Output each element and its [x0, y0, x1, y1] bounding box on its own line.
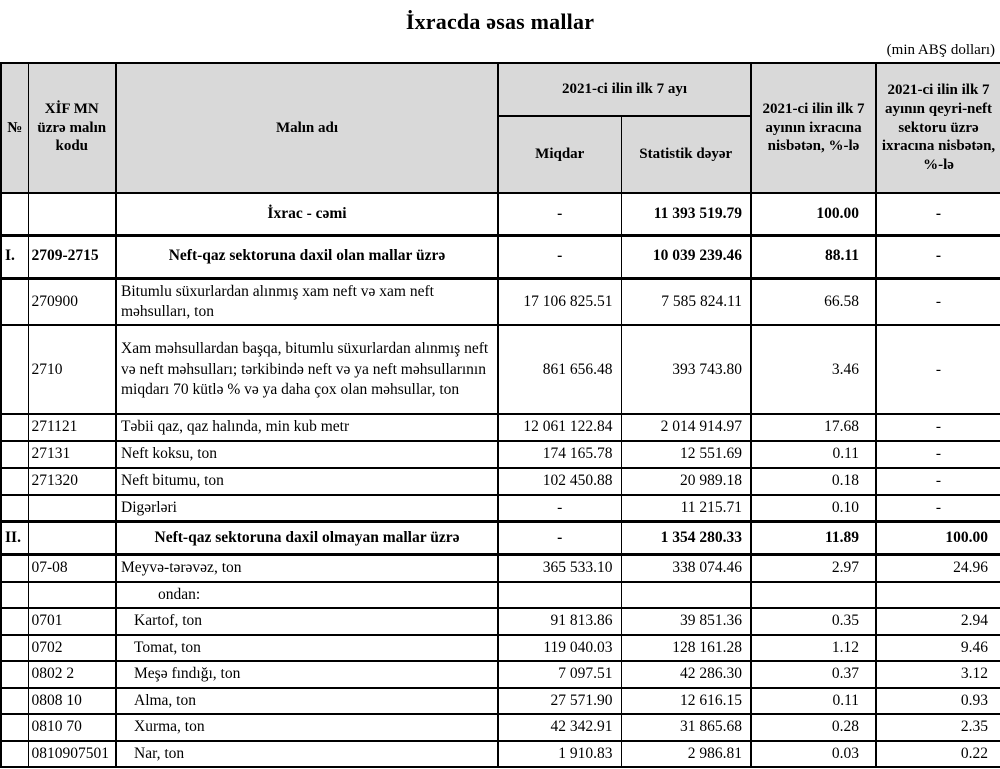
cell-name: ondan:: [116, 582, 498, 608]
cell-code: [28, 582, 116, 608]
cell-code: [28, 522, 116, 555]
col-header-share-nonoil: 2021-ci ilin ilk 7 ayının qeyri-neft sektoru üzrə ixracına nisbətən, %-lə: [876, 63, 1000, 193]
table-row: [1, 608, 1000, 634]
cell-num: [1, 608, 28, 634]
cell-num: [1, 414, 28, 440]
table-header: [1, 63, 1000, 193]
table-row: [1, 635, 1000, 661]
col-header-quantity: Miqdar: [498, 116, 621, 193]
cell-share-total: 0.11: [751, 441, 876, 468]
cell-stat-value: 1 354 280.33: [621, 522, 751, 555]
cell-num: [1, 661, 28, 687]
cell-quantity: 91 813.86: [498, 608, 621, 634]
cell-num: [1, 441, 28, 468]
cell-name: Meyvə-tərəvəz, ton: [116, 555, 498, 582]
cell-name: Meşə fındığı, ton: [116, 661, 498, 687]
cell-num: [1, 278, 28, 325]
cell-share-nonoil: 0.22: [876, 741, 1000, 767]
cell-share-total: 0.18: [751, 468, 876, 495]
cell-num: [1, 325, 28, 414]
header-row-1: [1, 63, 1000, 116]
cell-share-nonoil: -: [876, 441, 1000, 468]
cell-share-total: [751, 582, 876, 608]
cell-share-total: 88.11: [751, 235, 876, 278]
cell-code: 0702: [28, 635, 116, 661]
cell-share-total: 0.35: [751, 608, 876, 634]
cell-quantity: 42 342.91: [498, 714, 621, 740]
cell-name: Kartof, ton: [116, 608, 498, 634]
cell-share-nonoil: [876, 582, 1000, 608]
cell-stat-value: 20 989.18: [621, 468, 751, 495]
cell-code: 270900: [28, 278, 116, 325]
cell-share-nonoil: -: [876, 235, 1000, 278]
cell-quantity: -: [498, 495, 621, 522]
page-title: İxracda əsas mallar: [405, 9, 595, 34]
cell-name: Alma, ton: [116, 688, 498, 714]
cell-name: Xurma, ton: [116, 714, 498, 740]
cell-num: [1, 582, 28, 608]
cell-code: 0701: [28, 608, 116, 634]
cell-quantity: 174 165.78: [498, 441, 621, 468]
cell-num: [1, 555, 28, 582]
table-row: [1, 522, 1000, 555]
cell-stat-value: 42 286.30: [621, 661, 751, 687]
cell-quantity: 12 061 122.84: [498, 414, 621, 440]
cell-share-total: 2.97: [751, 555, 876, 582]
cell-share-nonoil: -: [876, 414, 1000, 440]
col-header-code: XİF MN üzrə malın kodu: [28, 63, 116, 193]
cell-share-total: 11.89: [751, 522, 876, 555]
cell-share-nonoil: 3.12: [876, 661, 1000, 687]
cell-stat-value: 2 014 914.97: [621, 414, 751, 440]
table-row: [1, 468, 1000, 495]
cell-num: [1, 193, 28, 235]
cell-quantity: -: [498, 193, 621, 235]
cell-stat-value: 11 215.71: [621, 495, 751, 522]
cell-num: [1, 468, 28, 495]
cell-share-total: 0.37: [751, 661, 876, 687]
cell-quantity: 102 450.88: [498, 468, 621, 495]
cell-name: Neft bitumu, ton: [116, 468, 498, 495]
col-header-num: №: [1, 63, 28, 193]
table-row: [1, 582, 1000, 608]
cell-stat-value: 10 039 239.46: [621, 235, 751, 278]
cell-share-nonoil: 0.93: [876, 688, 1000, 714]
cell-share-nonoil: -: [876, 193, 1000, 235]
cell-stat-value: 128 161.28: [621, 635, 751, 661]
table-row: [1, 741, 1000, 767]
table-row: [1, 325, 1000, 414]
cell-stat-value: 393 743.80: [621, 325, 751, 414]
cell-share-total: 66.58: [751, 278, 876, 325]
cell-share-total: 1.12: [751, 635, 876, 661]
table-row: [1, 555, 1000, 582]
cell-share-total: 17.68: [751, 414, 876, 440]
cell-num: I.: [1, 235, 28, 278]
cell-num: [1, 688, 28, 714]
cell-share-nonoil: 24.96: [876, 555, 1000, 582]
table-row: [1, 661, 1000, 687]
page: [0, 9, 1000, 768]
table-row: [1, 278, 1000, 325]
cell-share-total: 0.03: [751, 741, 876, 767]
cell-code: 2710: [28, 325, 116, 414]
cell-stat-value: 7 585 824.11: [621, 278, 751, 325]
cell-name: Xam məhsullardan başqa, bitumlu süxurlardan alınmış neft və neft məhsulları; tərkibində neft və ya neft məhsullarının miqdarı 70 kütlə % və ya daha çox olan məhsullar, ton: [116, 325, 498, 414]
cell-num: [1, 635, 28, 661]
cell-name: Bitumlu süxurlardan alınmış xam neft və xam neft məhsulları, ton: [116, 278, 498, 325]
cell-code: 0810907501: [28, 741, 116, 767]
cell-quantity: 17 106 825.51: [498, 278, 621, 325]
cell-num: [1, 714, 28, 740]
cell-quantity: 119 040.03: [498, 635, 621, 661]
cell-quantity: -: [498, 522, 621, 555]
cell-quantity: -: [498, 235, 621, 278]
cell-num: [1, 741, 28, 767]
cell-share-nonoil: -: [876, 495, 1000, 522]
table-row: [1, 714, 1000, 740]
table-row: [1, 414, 1000, 440]
cell-share-total: 0.11: [751, 688, 876, 714]
col-header-name: Malın adı: [116, 63, 498, 193]
cell-quantity: 1 910.83: [498, 741, 621, 767]
cell-share-nonoil: 2.94: [876, 608, 1000, 634]
cell-stat-value: 39 851.36: [621, 608, 751, 634]
table-row: [1, 495, 1000, 522]
exports-table: [0, 62, 1000, 768]
cell-quantity: 861 656.48: [498, 325, 621, 414]
cell-code: 271320: [28, 468, 116, 495]
cell-stat-value: 338 074.46: [621, 555, 751, 582]
cell-name: Digərləri: [116, 495, 498, 522]
cell-name: Nar, ton: [116, 741, 498, 767]
col-header-stat-value: Statistik dəyər: [621, 116, 751, 193]
cell-stat-value: 11 393 519.79: [621, 193, 751, 235]
cell-code: 0802 2: [28, 661, 116, 687]
col-header-share-total: 2021-ci ilin ilk 7 ayının ixracına nisbətən, %-lə: [751, 63, 876, 193]
cell-quantity: 27 571.90: [498, 688, 621, 714]
cell-code: 0808 10: [28, 688, 116, 714]
cell-share-nonoil: -: [876, 468, 1000, 495]
cell-name: Neft-qaz sektoruna daxil olmayan mallar üzrə: [116, 522, 498, 555]
cell-stat-value: 12 551.69: [621, 441, 751, 468]
table-row: [1, 688, 1000, 714]
cell-code: 2709-2715: [28, 235, 116, 278]
cell-code: 0810 70: [28, 714, 116, 740]
cell-share-nonoil: -: [876, 325, 1000, 414]
cell-code: 07-08: [28, 555, 116, 582]
cell-quantity: 365 533.10: [498, 555, 621, 582]
table-row: [1, 441, 1000, 468]
cell-share-nonoil: 2.35: [876, 714, 1000, 740]
table-row: [1, 193, 1000, 235]
cell-share-total: 100.00: [751, 193, 876, 235]
cell-name: Neft-qaz sektoruna daxil olan mallar üzrə: [116, 235, 498, 278]
cell-share-total: 3.46: [751, 325, 876, 414]
cell-stat-value: 12 616.15: [621, 688, 751, 714]
cell-code: [28, 495, 116, 522]
cell-share-nonoil: 100.00: [876, 522, 1000, 555]
cell-name: Neft koksu, ton: [116, 441, 498, 468]
cell-share-nonoil: -: [876, 278, 1000, 325]
cell-name: Tomat, ton: [116, 635, 498, 661]
cell-code: 271121: [28, 414, 116, 440]
cell-name: Təbii qaz, qaz halında, min kub metr: [116, 414, 498, 440]
cell-stat-value: [621, 582, 751, 608]
cell-stat-value: 31 865.68: [621, 714, 751, 740]
table-body: [1, 193, 1000, 767]
cell-stat-value: 2 986.81: [621, 741, 751, 767]
cell-quantity: [498, 582, 621, 608]
cell-name: İxrac - cəmi: [116, 193, 498, 235]
cell-share-nonoil: 9.46: [876, 635, 1000, 661]
cell-code: [28, 193, 116, 235]
cell-code: 27131: [28, 441, 116, 468]
unit-note: (min ABŞ dolları): [886, 42, 995, 58]
col-header-period-group: 2021-ci ilin ilk 7 ayı: [498, 63, 751, 116]
cell-num: II.: [1, 522, 28, 555]
table-row: [1, 235, 1000, 278]
cell-quantity: 7 097.51: [498, 661, 621, 687]
cell-share-total: 0.28: [751, 714, 876, 740]
cell-share-total: 0.10: [751, 495, 876, 522]
cell-num: [1, 495, 28, 522]
